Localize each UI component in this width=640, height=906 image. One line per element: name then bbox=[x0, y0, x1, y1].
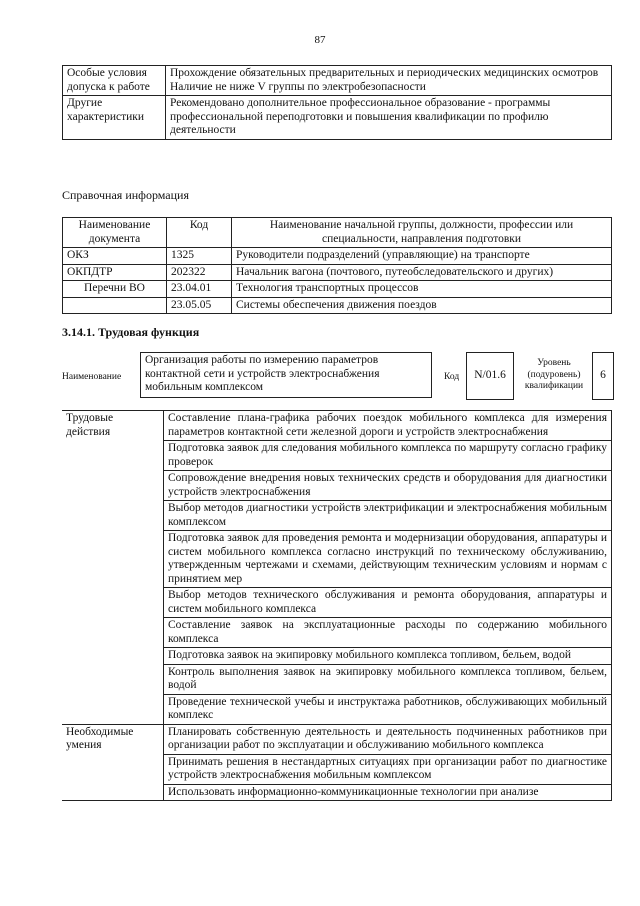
table-row bbox=[62, 411, 612, 441]
text-line: Прохождение обязательных предварительных и периодических медицинских осмотров bbox=[170, 67, 599, 79]
list-item: Использовать информационно-коммуникационные технологии при анализе bbox=[164, 784, 612, 801]
row-label: Особые условия допуска к работе bbox=[63, 66, 166, 96]
function-level: 6 bbox=[592, 352, 614, 400]
level-label: Уровень (подуровень) квалификации bbox=[524, 358, 584, 391]
table-row bbox=[62, 724, 612, 754]
header-cell: Наименование документа bbox=[63, 218, 167, 248]
list-item: Выбор методов технического обслуживания и ремонта оборудования, аппаратуры и систем мобильного комплекса bbox=[164, 588, 612, 618]
table-row bbox=[63, 248, 612, 265]
table-header-row bbox=[63, 218, 612, 248]
list-item: Проведение технической учебы и инструктажа работников, обслуживающих мобильный комплекс bbox=[164, 694, 612, 724]
group-label: Необходимые умения bbox=[62, 724, 164, 801]
table-cell: Начальник вагона (почтового, путеобследовательского и других) bbox=[232, 264, 612, 281]
list-item: Подготовка заявок для следования мобильного комплекса по маршруту согласно графику проверок bbox=[164, 441, 612, 471]
reference-table bbox=[62, 217, 612, 314]
text-line: Наличие не ниже V группы по электробезопасности bbox=[170, 80, 426, 93]
list-item: Составление плана-графика рабочих поездок мобильного комплекса для измерения параметров контактной сети железной дороги и устройств электроснабжения bbox=[164, 411, 612, 441]
table-row bbox=[63, 264, 612, 281]
duties-table bbox=[62, 410, 612, 801]
admission-conditions-table bbox=[62, 65, 612, 140]
header-cell: Наименование начальной группы, должности, профессии или специальности, направления подготовки bbox=[232, 218, 612, 248]
table-cell: 23.05.05 bbox=[167, 297, 232, 314]
function-title: 3.14.1. Трудовая функция bbox=[62, 325, 200, 339]
list-item: Подготовка заявок для проведения ремонта и модернизации оборудования, аппаратуры и систем мобильного комплекса согласно инструкций по техническому обслуживанию, утвержденным чертежами и схемами, действующим техническим условиям и нормам с принятием мер bbox=[164, 531, 612, 588]
list-item: Сопровождение внедрения новых технических средств и оборудования для диагностики устройств электроснабжения bbox=[164, 471, 612, 501]
table-cell: Системы обеспечения движения поездов bbox=[232, 297, 612, 314]
row-label: Другие характеристики bbox=[63, 96, 166, 140]
table-row bbox=[63, 281, 612, 298]
table-cell: ОКПДТР bbox=[63, 264, 167, 281]
table-row bbox=[63, 66, 612, 96]
table-cell: Руководители подразделений (управляющие) на транспорте bbox=[232, 248, 612, 265]
table-row bbox=[63, 297, 612, 314]
table-cell: ОКЗ bbox=[63, 248, 167, 265]
group-label: Трудовые действия bbox=[62, 411, 164, 725]
name-label: Наименование bbox=[62, 372, 122, 382]
table-row bbox=[63, 96, 612, 140]
header-cell: Код bbox=[167, 218, 232, 248]
table-cell bbox=[63, 297, 167, 314]
table-cell: Технология транспортных процессов bbox=[232, 281, 612, 298]
list-item: Выбор методов диагностики устройств электрификации и электроснабжения мобильным комплексом bbox=[164, 501, 612, 531]
function-name: Организация работы по измерению параметров контактной сети и устройств электроснабжения мобильным комплексом bbox=[140, 352, 432, 398]
list-item: Планировать собственную деятельность и деятельность подчиненных работников при организации работ по эксплуатации и обслуживанию мобильного комплекса bbox=[164, 724, 612, 754]
list-item: Составление заявок на эксплуатационные расходы по содержанию мобильного комплекса bbox=[164, 618, 612, 648]
list-item: Принимать решения в нестандартных ситуациях при организации работ по диагностике устройств электроснабжения мобильным комплексом bbox=[164, 754, 612, 784]
table-cell: 23.04.01 bbox=[167, 281, 232, 298]
table-cell: 202322 bbox=[167, 264, 232, 281]
row-value bbox=[166, 96, 612, 140]
text-line: Рекомендовано дополнительное профессиональное образование - программы профессиональной переподготовки и повышения квалификации по профилю деятельности bbox=[170, 97, 551, 136]
table-cell: Перечни ВО bbox=[63, 281, 167, 298]
reference-title: Справочная информация bbox=[62, 188, 189, 202]
page-number: 87 bbox=[314, 34, 326, 46]
function-code: N/01.6 bbox=[466, 352, 514, 400]
row-value bbox=[166, 66, 612, 96]
list-item: Контроль выполнения заявок на экипировку мобильного комплекса топливом, бельем, водой bbox=[164, 664, 612, 694]
table-cell: 1325 bbox=[167, 248, 232, 265]
list-item: Подготовка заявок на экипировку мобильного комплекса топливом, бельем, водой bbox=[164, 648, 612, 665]
code-label: Код bbox=[444, 372, 460, 382]
